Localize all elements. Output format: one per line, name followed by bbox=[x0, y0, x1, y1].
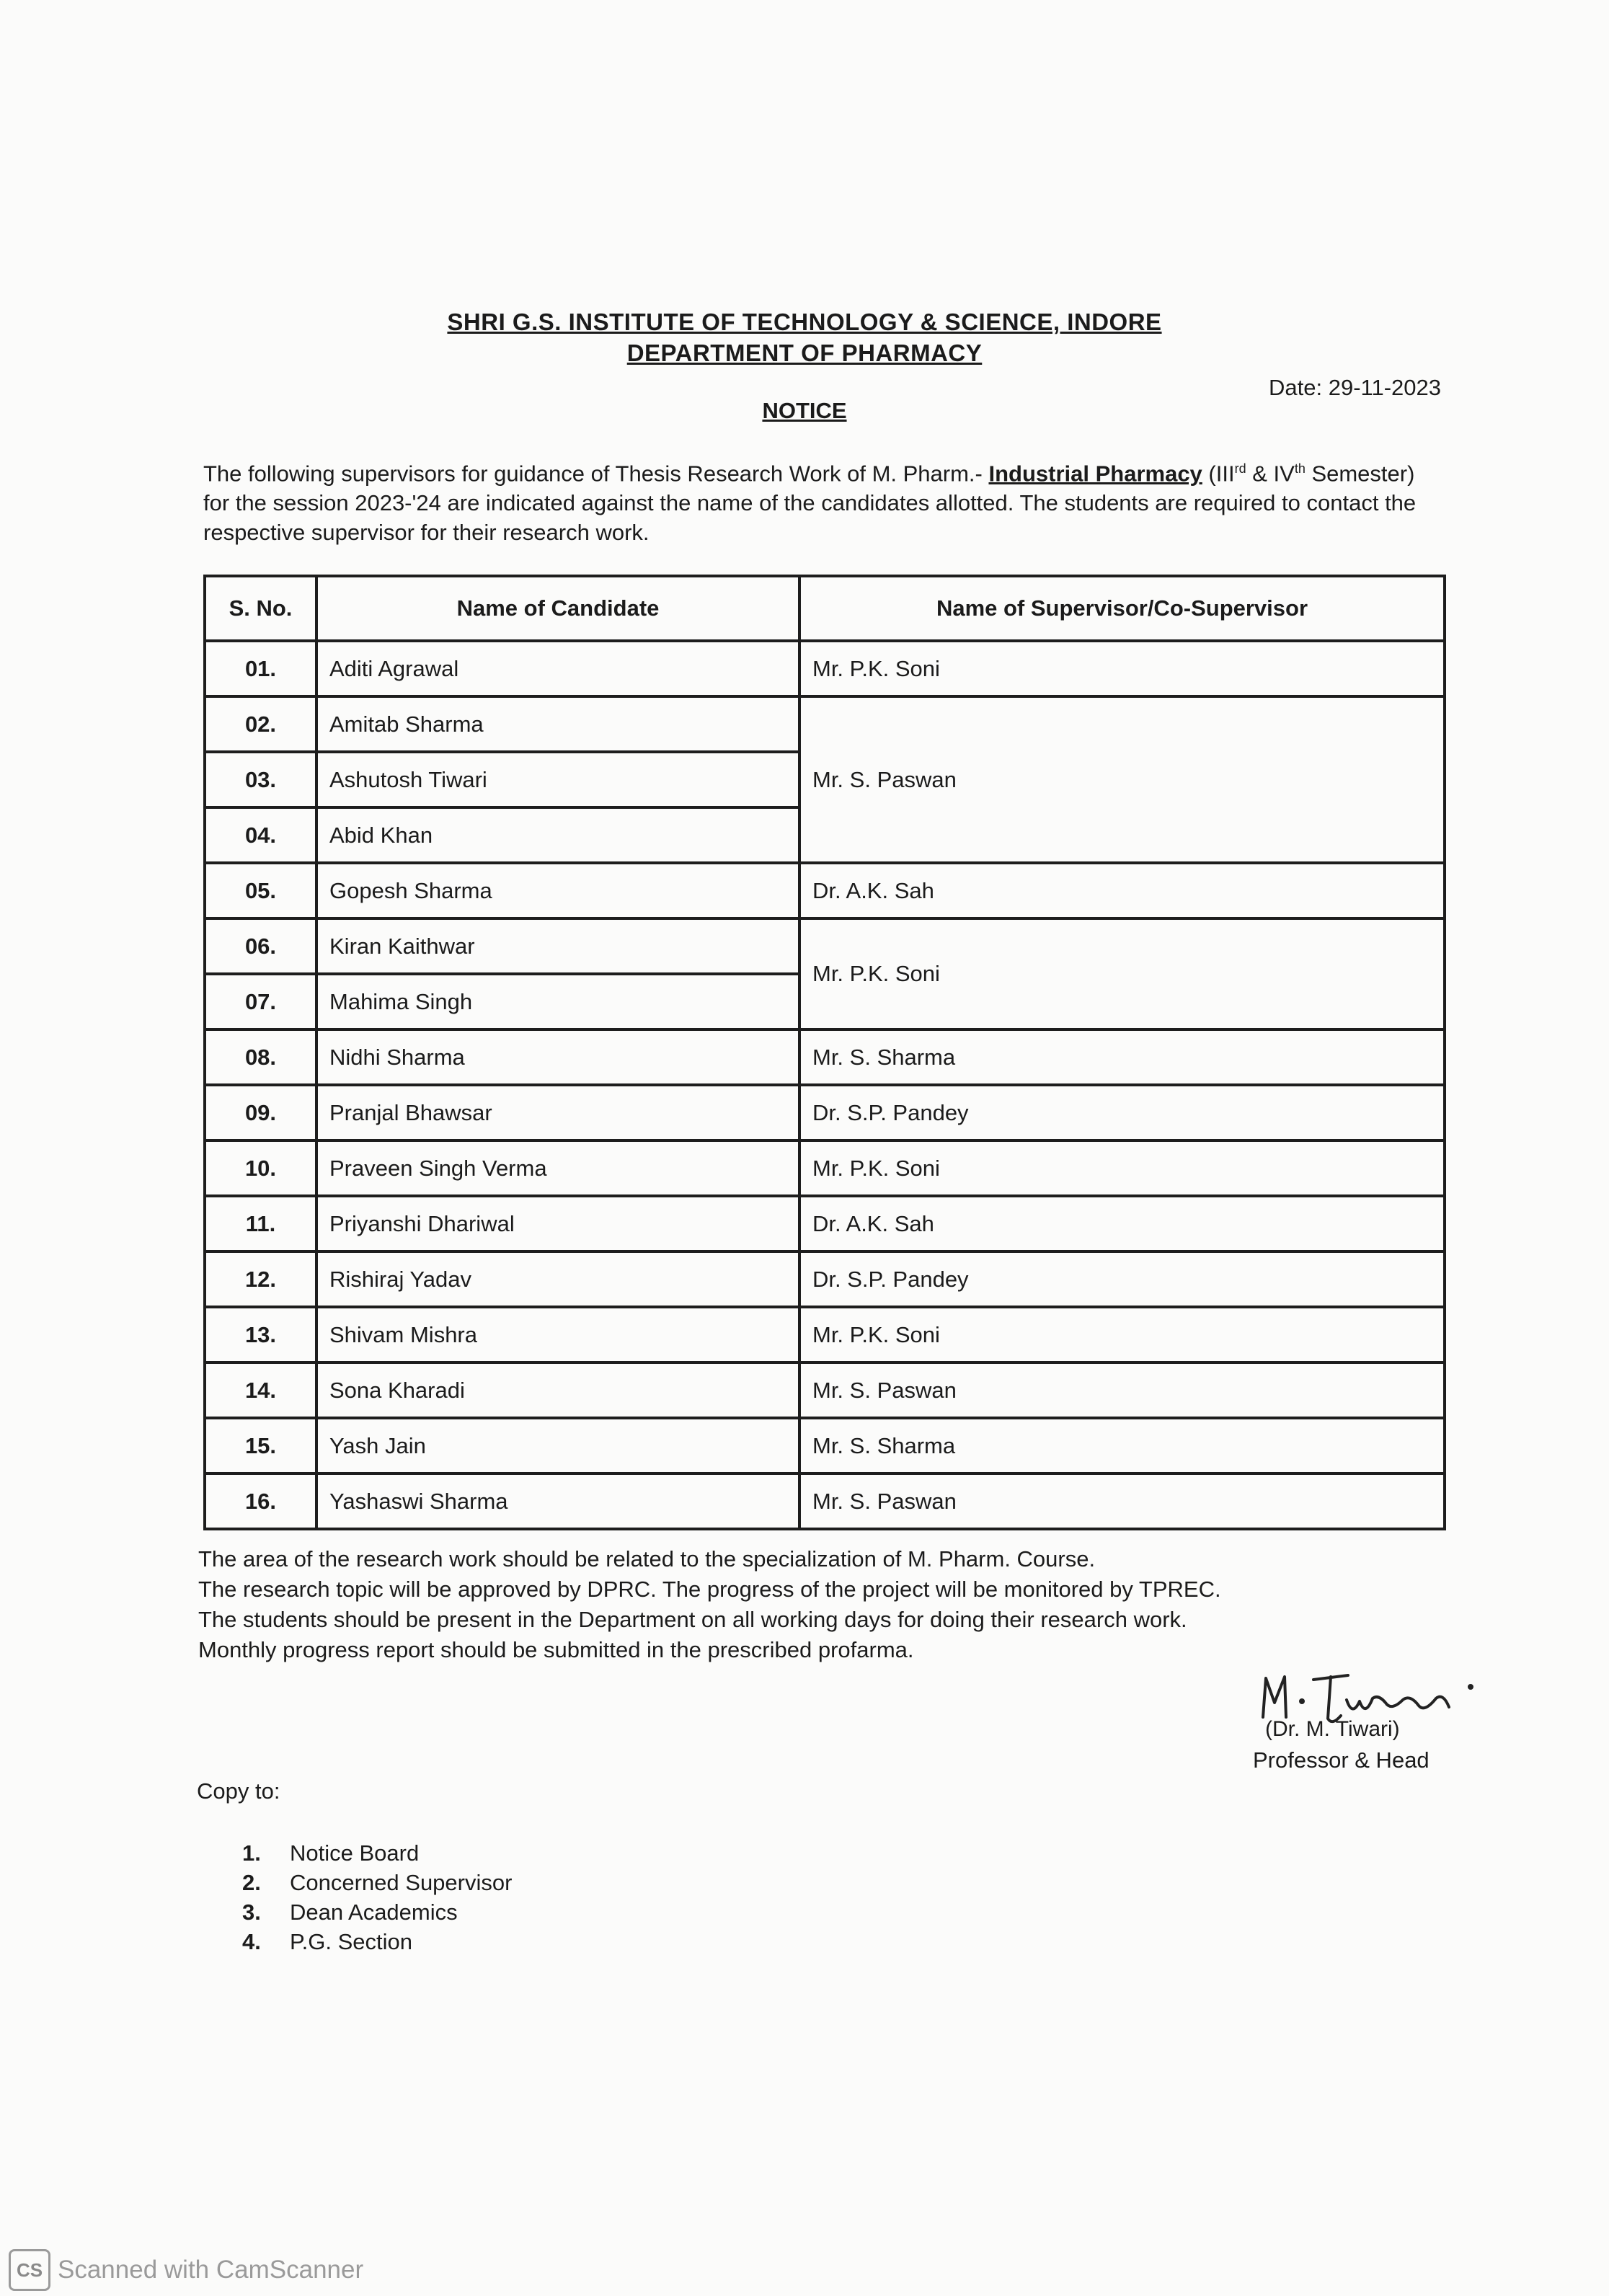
copy-to-label: Copy to: bbox=[197, 1778, 280, 1804]
row-candidate: Nidhi Sharma bbox=[316, 1029, 799, 1085]
list-item bbox=[242, 1838, 512, 1868]
row-supervisor: Dr. S.P. Pandey bbox=[799, 1085, 1445, 1140]
row-sno: 07. bbox=[205, 974, 316, 1029]
table-row bbox=[205, 1473, 1445, 1529]
header-sno: S. No. bbox=[205, 576, 316, 641]
row-candidate: Pranjal Bhawsar bbox=[316, 1085, 799, 1140]
row-supervisor: Dr. S.P. Pandey bbox=[799, 1251, 1445, 1307]
row-candidate: Yashaswi Sharma bbox=[316, 1473, 799, 1529]
watermark-text: Scanned with CamScanner bbox=[58, 2256, 364, 2284]
row-sno: 10. bbox=[205, 1140, 316, 1196]
row-sno: 01. bbox=[205, 641, 316, 696]
row-supervisor: Mr. S. Paswan bbox=[799, 696, 1445, 863]
row-candidate: Priyanshi Dhariwal bbox=[316, 1196, 799, 1251]
header-candidate: Name of Candidate bbox=[316, 576, 799, 641]
allocation-table bbox=[203, 575, 1446, 1530]
note-line: Monthly progress report should be submitted in the prescribed profarma. bbox=[198, 1637, 914, 1662]
notice-title: NOTICE bbox=[762, 398, 847, 423]
camscanner-logo-icon: CS bbox=[9, 2249, 50, 2291]
row-supervisor: Mr. S. Sharma bbox=[799, 1029, 1445, 1085]
table-row bbox=[205, 918, 1445, 974]
row-sno: 05. bbox=[205, 863, 316, 918]
note-line: The students should be present in the Department on all working days for doing their research work. bbox=[198, 1607, 1187, 1632]
program-name: Industrial Pharmacy bbox=[988, 461, 1202, 487]
table-row bbox=[205, 1085, 1445, 1140]
row-candidate: Ashutosh Tiwari bbox=[316, 752, 799, 807]
list-item-text: Concerned Supervisor bbox=[290, 1870, 513, 1895]
row-sno: 02. bbox=[205, 696, 316, 752]
row-supervisor: Mr. S. Paswan bbox=[799, 1473, 1445, 1529]
intro-paragraph bbox=[203, 454, 1429, 547]
table-row bbox=[205, 1307, 1445, 1362]
row-sno: 06. bbox=[205, 918, 316, 974]
table-row bbox=[205, 1418, 1445, 1473]
department-name: DEPARTMENT OF PHARMACY bbox=[626, 340, 983, 366]
table-row bbox=[205, 1140, 1445, 1196]
row-sno: 13. bbox=[205, 1307, 316, 1362]
row-sno: 08. bbox=[205, 1029, 316, 1085]
intro-sup1: rd bbox=[1234, 461, 1246, 476]
row-candidate: Sona Kharadi bbox=[316, 1362, 799, 1418]
table-row bbox=[205, 641, 1445, 696]
signatory-title: Professor & Head bbox=[1253, 1747, 1430, 1773]
table-row bbox=[205, 1251, 1445, 1307]
row-candidate: Praveen Singh Verma bbox=[316, 1140, 799, 1196]
list-item bbox=[242, 1868, 512, 1897]
table-row bbox=[205, 1362, 1445, 1418]
list-item-number: 1. bbox=[242, 1840, 261, 1866]
intro-part3: & IV bbox=[1246, 461, 1295, 487]
note-line: The research topic will be approved by DPRC. The progress of the project will be monitored by TPREC. bbox=[198, 1577, 1221, 1602]
row-supervisor: Dr. A.K. Sah bbox=[799, 1196, 1445, 1251]
row-candidate: Abid Khan bbox=[316, 807, 799, 863]
row-supervisor: Mr. S. Sharma bbox=[799, 1418, 1445, 1473]
row-sno: 09. bbox=[205, 1085, 316, 1140]
table-row bbox=[205, 1196, 1445, 1251]
table-row bbox=[205, 1029, 1445, 1085]
row-supervisor: Mr. P.K. Soni bbox=[799, 1140, 1445, 1196]
row-sno: 14. bbox=[205, 1362, 316, 1418]
row-supervisor: Mr. S. Paswan bbox=[799, 1362, 1445, 1418]
row-sno: 11. bbox=[205, 1196, 316, 1251]
list-item-text: P.G. Section bbox=[290, 1929, 413, 1954]
table-row bbox=[205, 696, 1445, 752]
list-item-text: Notice Board bbox=[290, 1840, 420, 1866]
row-sno: 12. bbox=[205, 1251, 316, 1307]
row-candidate: Aditi Agrawal bbox=[316, 641, 799, 696]
row-sno: 15. bbox=[205, 1418, 316, 1473]
notes-block bbox=[198, 1544, 1221, 1665]
note-line: The area of the research work should be related to the specialization of M. Pharm. Course. bbox=[198, 1546, 1096, 1572]
row-sno: 03. bbox=[205, 752, 316, 807]
row-candidate: Mahima Singh bbox=[316, 974, 799, 1029]
row-sno: 04. bbox=[205, 807, 316, 863]
list-item bbox=[242, 1927, 512, 1956]
copy-to-list bbox=[242, 1838, 512, 1956]
institute-name: SHRI G.S. INSTITUTE OF TECHNOLOGY & SCIENCE, INDORE bbox=[447, 309, 1162, 335]
table-row bbox=[205, 863, 1445, 918]
row-candidate: Gopesh Sharma bbox=[316, 863, 799, 918]
list-item-number: 4. bbox=[242, 1929, 261, 1954]
list-item-text: Dean Academics bbox=[290, 1900, 458, 1925]
row-candidate: Amitab Sharma bbox=[316, 696, 799, 752]
intro-sup2: th bbox=[1294, 461, 1306, 476]
row-supervisor: Mr. P.K. Soni bbox=[799, 918, 1445, 1029]
intro-part1: The following supervisors for guidance of Thesis Research Work of M. Pharm.- bbox=[203, 461, 989, 487]
row-candidate: Rishiraj Yadav bbox=[316, 1251, 799, 1307]
row-supervisor: Dr. A.K. Sah bbox=[799, 863, 1445, 918]
list-item-number: 3. bbox=[242, 1900, 261, 1925]
list-item-number: 2. bbox=[242, 1870, 261, 1895]
row-candidate: Kiran Kaithwar bbox=[316, 918, 799, 974]
notice-date: Date: 29-11-2023 bbox=[1269, 375, 1441, 400]
row-sno: 16. bbox=[205, 1473, 316, 1529]
scanner-watermark bbox=[9, 2249, 363, 2291]
table-header-row bbox=[205, 576, 1445, 641]
header-supervisor: Name of Supervisor/Co-Supervisor bbox=[799, 576, 1445, 641]
row-candidate: Shivam Mishra bbox=[316, 1307, 799, 1362]
signatory-name: (Dr. M. Tiwari) bbox=[1265, 1717, 1400, 1741]
intro-part4: Semester) for the session 2023-'24 are indicated against the name of the candidates allotted. The students are required to contact the respective supervisor for their research work. bbox=[203, 461, 1417, 546]
list-item bbox=[242, 1897, 512, 1927]
row-candidate: Yash Jain bbox=[316, 1418, 799, 1473]
row-supervisor: Mr. P.K. Soni bbox=[799, 1307, 1445, 1362]
intro-part2: (III bbox=[1202, 461, 1235, 487]
row-supervisor: Mr. P.K. Soni bbox=[799, 641, 1445, 696]
